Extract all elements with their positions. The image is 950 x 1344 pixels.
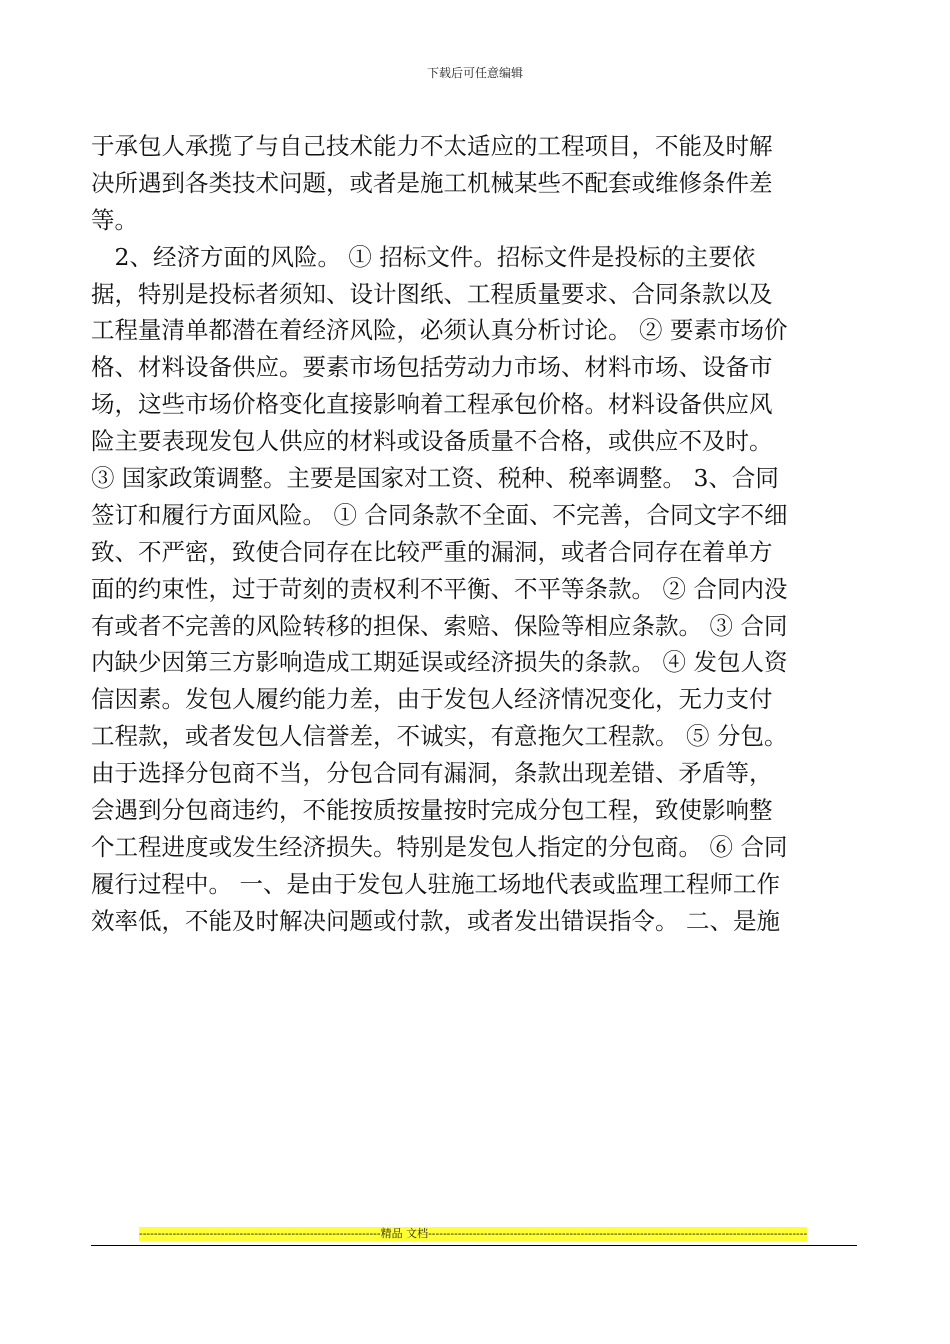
- page-header-note: 下载后可任意编辑: [426, 66, 523, 80]
- body-line: 面的约束性，过于苛刻的责权利不平衡、不平等条款。 ② 合同内没: [91, 574, 788, 603]
- footer-dashes-right: ------------------------------------------------------------------------------------------------------: [428, 1227, 807, 1240]
- document-body: [91, 128, 857, 940]
- body-line: 致、不严密，致使合同存在比较严重的漏洞，或者合同存在着单方: [91, 537, 773, 566]
- body-line: 险主要表现发包人供应的材料或设备质量不合格，或供应不及时。: [91, 427, 773, 456]
- body-line: 工程款，或者发包人信誉差，不诚实，有意拖欠工程款。 ⑤ 分包。: [91, 722, 788, 751]
- body-line: 内缺少因第三方影响造成工期延误或经济损失的条款。 ④ 发包人资: [91, 648, 788, 677]
- body-line: 效率低，不能及时解决问题或付款，或者发出错误指令。 二、是施: [91, 906, 780, 935]
- body-line: 有或者不完善的风险转移的担保、索赔、保险等相应条款。 ③ 合同: [91, 611, 788, 640]
- footer-divider: [91, 1245, 857, 1246]
- body-line: 决所遇到各类技术问题，或者是施工机械某些不配套或维修条件差: [91, 168, 773, 197]
- body-line: 2、经济方面的风险。 ① 招标文件。招标文件是投标的主要依: [91, 242, 756, 271]
- body-line: ③ 国家政策调整。主要是国家对工资、税种、税率调整。 3、合同: [91, 464, 779, 493]
- body-line: 格、材料设备供应。要素市场包括劳动力市场、材料市场、设备市: [91, 353, 773, 382]
- body-line: 个工程进度或发生经济损失。特别是发包人指定的分包商。 ⑥ 合同: [91, 832, 788, 861]
- body-line: 信因素。发包人履约能力差，由于发包人经济情况变化，无力支付: [91, 685, 773, 714]
- footer-dashes-left: -----------------------------------------------------------------: [139, 1227, 381, 1240]
- body-line: 签订和履行方面风险。 ① 合同条款不全面、不完善，合同文字不细: [91, 500, 788, 529]
- body-line: 由于选择分包商不当，分包合同有漏洞，条款出现差错、矛盾等，: [91, 759, 773, 788]
- body-line: 据，特别是投标者须知、设计图纸、工程质量要求、合同条款以及: [91, 279, 773, 308]
- footer-label: 精品 文档: [380, 1227, 429, 1240]
- body-line: 等。: [91, 205, 138, 234]
- body-line: 于承包人承揽了与自己技术能力不太适应的工程项目，不能及时解: [91, 132, 773, 160]
- body-line: 工程量清单都潜在着经济风险，必须认真分析讨论。 ② 要素市场价: [91, 316, 788, 345]
- body-line: 会遇到分包商违约，不能按质按量按时完成分包工程，致使影响整: [91, 796, 773, 825]
- footer-banner: [139, 1227, 807, 1241]
- body-line: 场，这些市场价格变化直接影响着工程承包价格。材料设备供应风: [91, 390, 773, 419]
- body-line: 履行过程中。 一、是由于发包人驻施工场地代表或监理工程师工作: [91, 869, 780, 898]
